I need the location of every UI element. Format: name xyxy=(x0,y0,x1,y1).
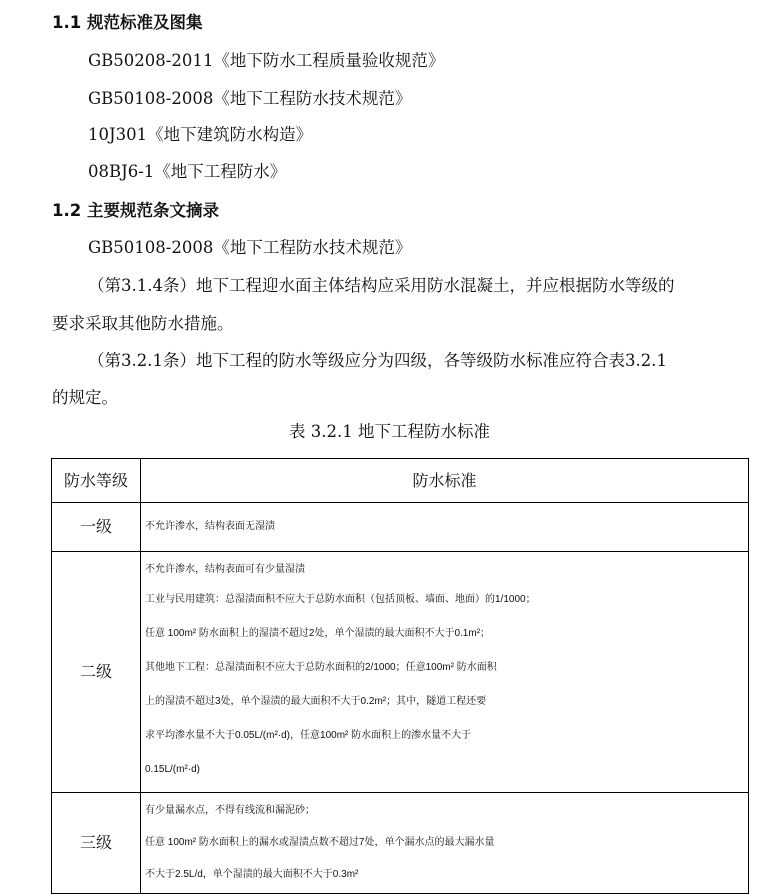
table-row xyxy=(52,793,749,894)
standard-line: 不允许渗水，结构表面可有少量湿渍 xyxy=(145,564,305,575)
standard-line: 不允许渗水，结构表面无湿渍 xyxy=(145,521,275,532)
clause-3-2-1-line2: 的规定。 xyxy=(52,388,118,407)
standard-line: 任意 100m² 防水面积上的湿渍不超过2处，单个湿渍的最大面积不大于0.1m²； xyxy=(145,628,491,639)
grade-cell: 三级 xyxy=(52,793,141,894)
table-header-row xyxy=(52,459,749,503)
standard-cell xyxy=(141,503,749,552)
standard-line: 工业与民用建筑：总湿渍面积不应大于总防水面积（包括顶板、墙面、地面）的1/1000； xyxy=(145,594,536,605)
standard-reference: GB50108-2008《地下工程防水技术规范》 xyxy=(88,238,412,257)
table-caption: 表 3.2.1 地下工程防水标准 xyxy=(289,422,490,441)
header-standard: 防水标准 xyxy=(141,459,749,503)
standard-cell xyxy=(141,552,749,793)
grade-cell: 二级 xyxy=(52,552,141,793)
standard-item: GB50108-2008《地下工程防水技术规范》 xyxy=(88,89,412,108)
section-title-1-1: 1.1 规范标准及图集 xyxy=(52,13,203,32)
clause-3-1-4-line2: 要求采取其他防水措施。 xyxy=(52,314,234,333)
standard-line: 有少量漏水点，不得有线流和漏泥砂； xyxy=(145,805,315,816)
clause-3-2-1-line1: （第3.2.1条）地下工程的防水等级应分为四级，各等级防水标准应符合表3.2.1 xyxy=(88,351,667,370)
standard-line: 任意 100m² 防水面积上的漏水或湿渍点数不超过7处，单个漏水点的最大漏水量 xyxy=(145,837,495,848)
standard-line: 其他地下工程：总湿渍面积不应大于总防水面积的2/1000；任意100m² 防水面积 xyxy=(145,662,497,673)
table-row xyxy=(52,552,749,793)
standard-cell xyxy=(141,793,749,894)
clause-3-1-4-line1: （第3.1.4条）地下工程迎水面主体结构应采用防水混凝土，并应根据防水等级的 xyxy=(88,276,675,295)
section-title-1-2: 1.2 主要规范条文摘录 xyxy=(52,201,219,220)
standard-line: 0.15L/(m²·d) xyxy=(145,764,201,775)
table-row xyxy=(52,503,749,552)
grade-cell: 一级 xyxy=(52,503,141,552)
header-grade: 防水等级 xyxy=(52,459,141,503)
standard-item: 10J301《地下建筑防水构造》 xyxy=(88,125,313,144)
standard-item: GB50208-2011《地下防水工程质量验收规范》 xyxy=(88,51,445,70)
standard-line: 不大于2.5L/d，单个湿渍的最大面积不大于0.3m² xyxy=(145,869,359,880)
standard-line: 上的湿渍不超过3处，单个湿渍的最大面积不大于0.2m²；其中，隧道工程还要 xyxy=(145,696,487,707)
standard-item: 08BJ6-1《地下工程防水》 xyxy=(88,162,287,181)
waterproof-standard-table xyxy=(51,458,749,894)
standard-line: 求平均渗水量不大于0.05L/(m²·d)，任意100m² 防水面积上的渗水量不大于 xyxy=(145,730,472,741)
